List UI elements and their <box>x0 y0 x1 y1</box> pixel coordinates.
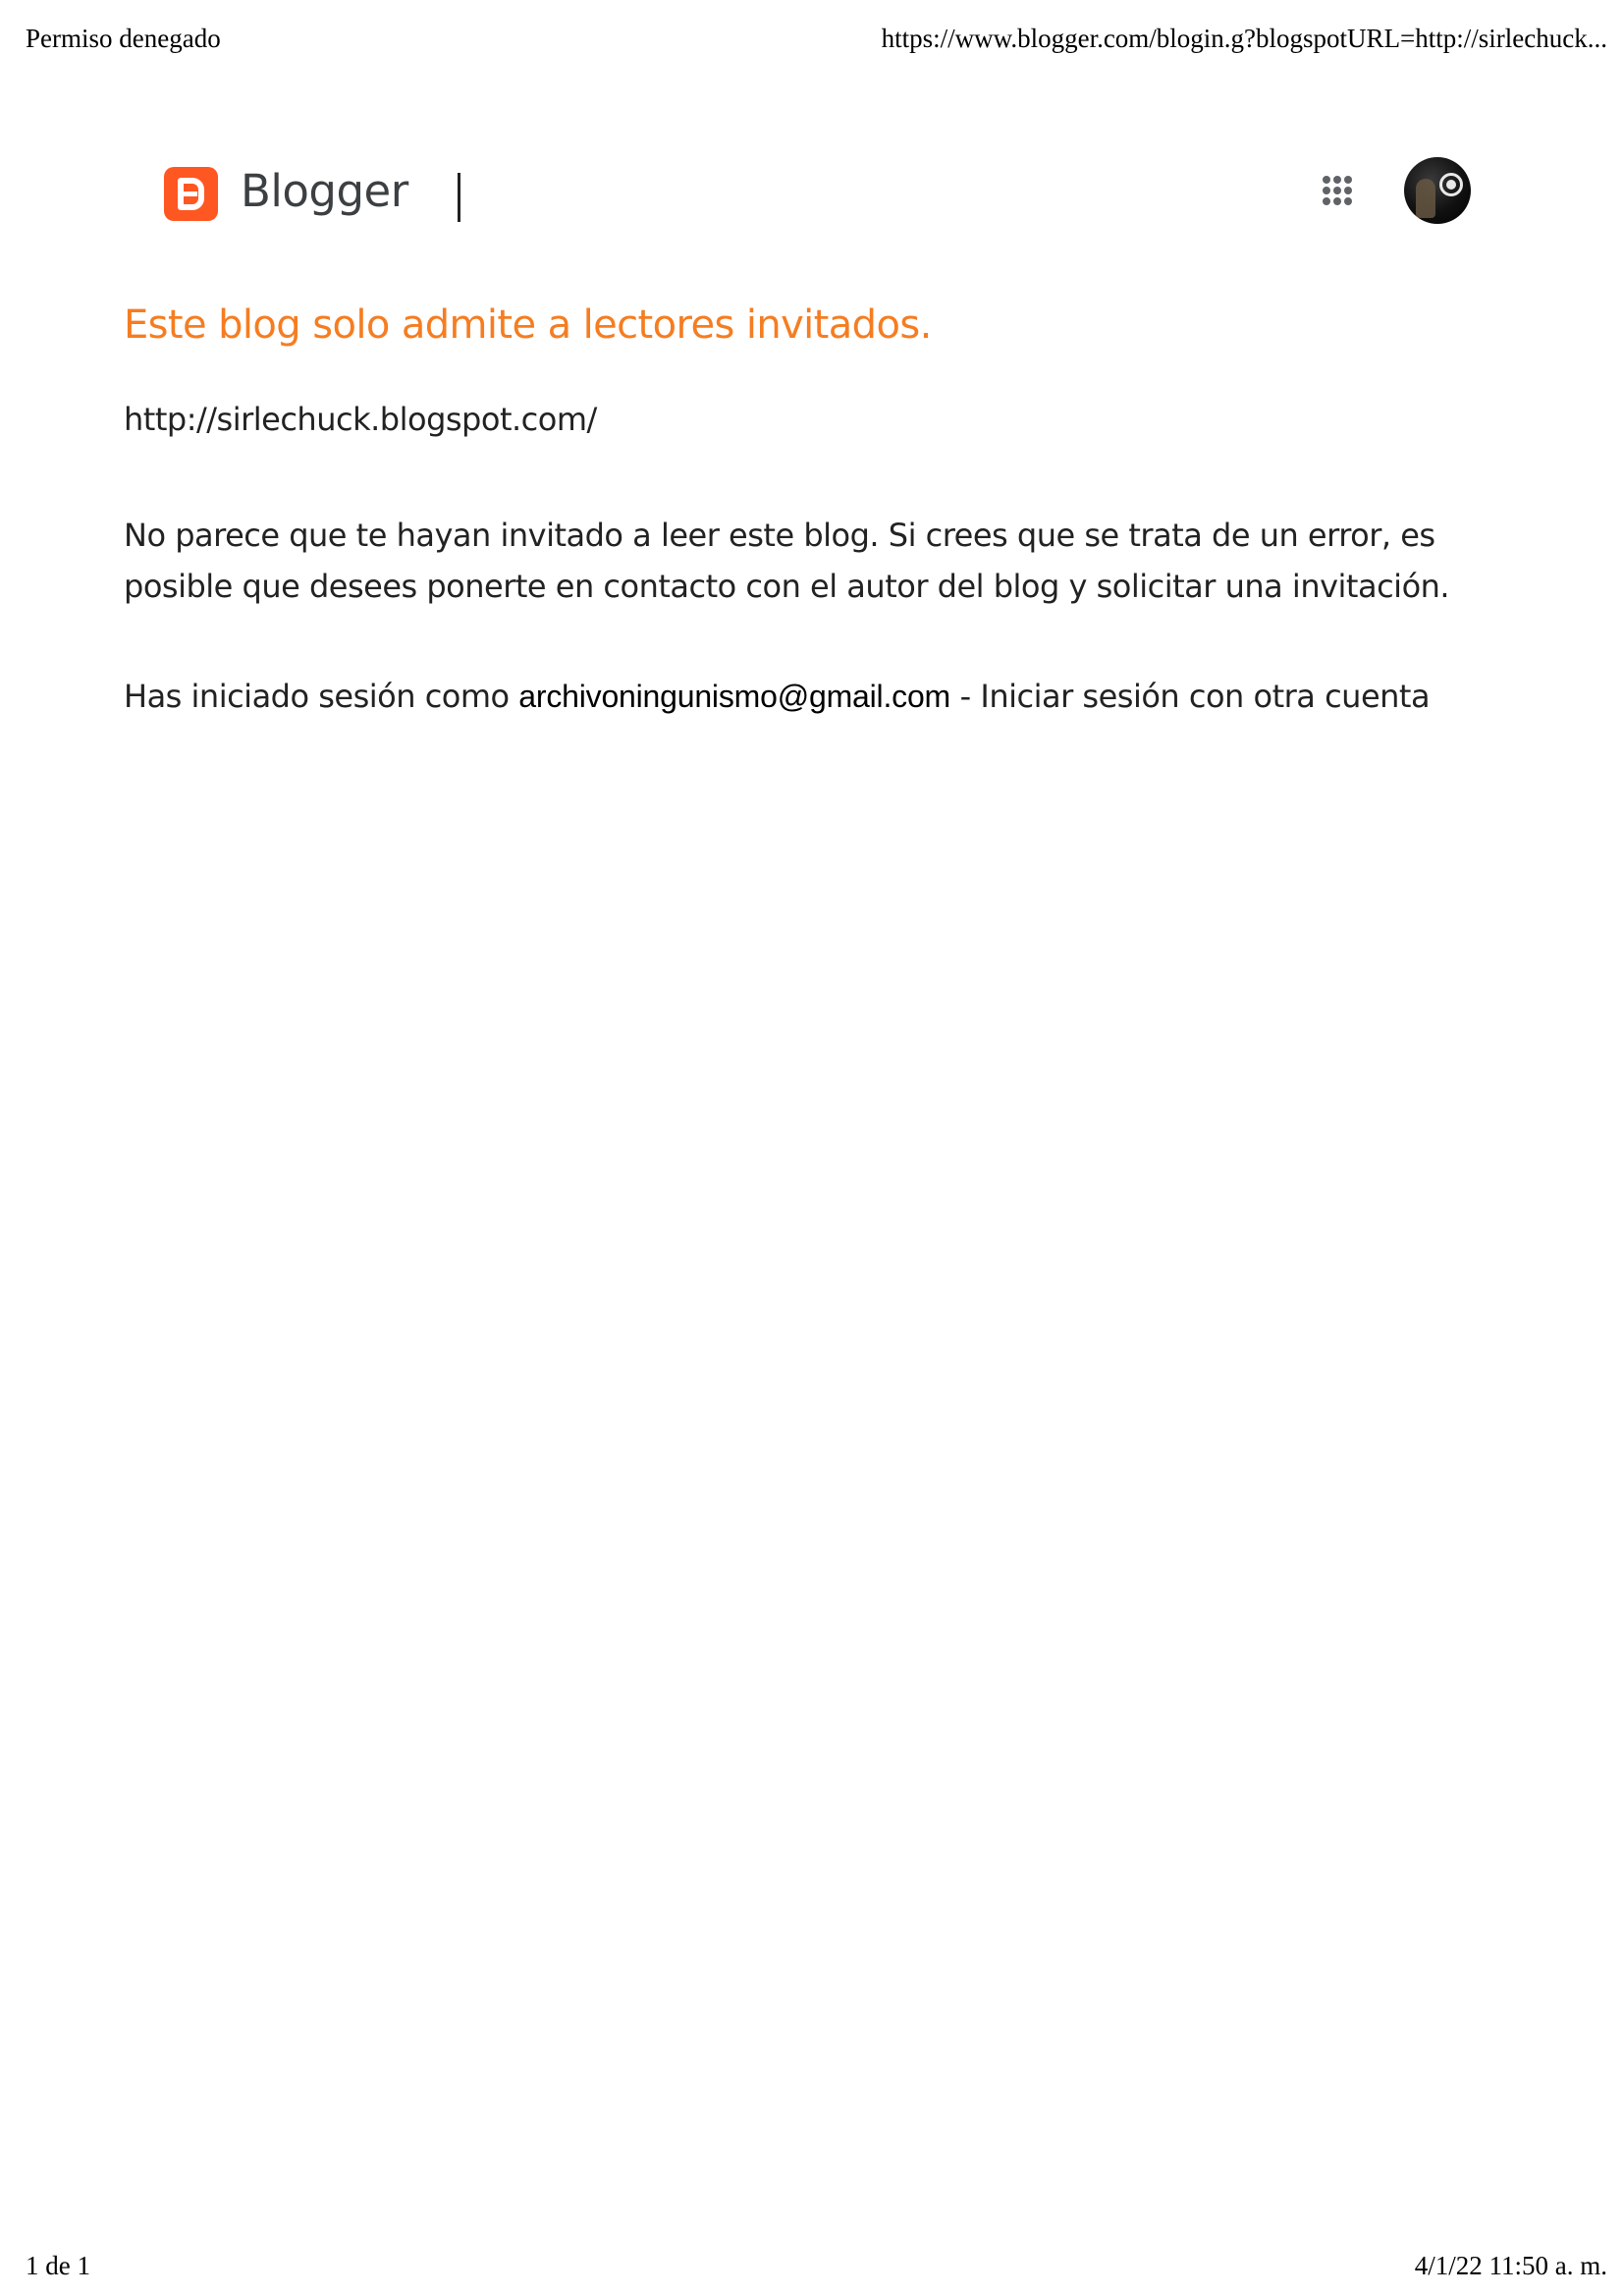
signed-in-status <box>124 677 1518 718</box>
print-header <box>0 24 1623 59</box>
access-denied-message: No parece que te hayan invitado a leer este blog. Si crees que se trata de un error, es posible que desees ponerte en contacto con el autor del blog y solicitar una invitación. <box>124 516 1450 605</box>
blogger-header <box>0 155 1623 234</box>
print-footer <box>0 2251 1623 2286</box>
page-title: Este blog solo admite a lectores invitados. <box>124 302 932 348</box>
signed-in-email: archivoningunismo@gmail.com <box>518 678 950 714</box>
main-content <box>124 300 1518 717</box>
blogger-logo-text[interactable]: Blogger <box>241 165 408 217</box>
blogger-logo-icon[interactable] <box>164 167 218 221</box>
switch-account-link[interactable]: Iniciar sesión con otra cuenta <box>980 677 1431 715</box>
apps-grid-icon[interactable] <box>1316 169 1359 212</box>
separator: - <box>950 677 981 715</box>
print-page-title: Permiso denegado <box>26 24 221 53</box>
header-divider <box>458 173 460 222</box>
print-page-count: 1 de 1 <box>26 2251 90 2280</box>
print-timestamp: 4/1/22 11:50 a. m. <box>1414 2251 1607 2280</box>
signed-in-prefix: Has iniciado sesión como <box>124 677 519 715</box>
print-page-url: https://www.blogger.com/blogin.g?blogspotURL=http://sirlechuck... <box>881 24 1607 53</box>
blog-url: http://sirlechuck.blogspot.com/ <box>124 401 597 438</box>
account-avatar[interactable] <box>1404 157 1471 224</box>
